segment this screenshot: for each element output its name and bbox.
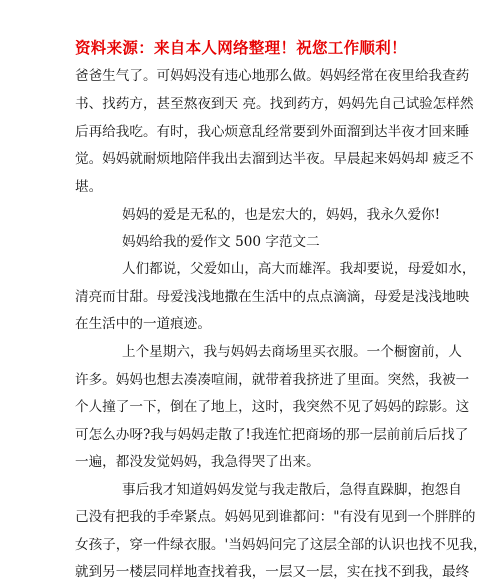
paragraph-line: 清亮而甘甜。母爱浅浅地撒在生活中的点点滴滴，母爱是浅浅地映 [75,289,470,305]
source-header: 资料来源：来自本人网络整理！祝您工作顺利！ [75,38,407,57]
paragraph-line: 爸爸生气了。可妈妈没有违心地那么做。妈妈经常在夜里给我查药 [75,68,470,84]
paragraph-line: 个人撞了一下，倒在了地上，这时，我突然不见了妈妈的踪影。这 [75,399,470,415]
paragraph-line: 堪。 [75,179,103,195]
paragraph-line: 女孩子，穿一件绿衣服。'当妈妈问完了这层全部的认识也找不见我， [75,537,487,553]
essay-title: 妈妈给我的爱作文 500 字范文二 [122,234,320,250]
paragraph-line: 觉。妈妈就耐烦地陪伴我出去溜到达半夜。早晨起来妈妈却 疲乏不 [75,151,474,167]
paragraph-line: 许多。妈妈也想去凑凑喧闹，就带着我挤进了里面。突然，我被一 [75,372,470,388]
paragraph-line: 上个星期六，我与妈妈去商场里买衣服。一个橱窗前，人 [122,344,462,360]
paragraph-line: 事后我才知道妈妈发觉与我走散后，急得直跺脚，抱怨自 [122,482,462,498]
paragraph-line: 在生活中的一道痕迹。 [75,316,211,332]
paragraph-line: 一遍，都没发觉妈妈，我急得哭了出来。 [75,454,320,470]
closing-sentence: 妈妈的爱是无私的，也是宏大的，妈妈，我永久爱你! [122,207,441,223]
paragraph-line: 人们都说，父爱如山，高大而雄浑。我却要说，母爱如水， [122,261,476,277]
paragraph-line: 书、找药方，甚至熬夜到天 亮。找到药方，妈妈先自己试验怎样然 [75,96,474,112]
paragraph-line: 就到另一楼层同样地查找着我，一层又一层，实在找不到我，最终 [75,564,470,580]
paragraph-line: 后再给我吃。有时，我心烦意乱经常要到外面溜到达半夜才回来睡 [75,124,470,140]
paragraph-line: 可怎么办呀?我与妈妈走散了!我连忙把商场的那一层前前后后找了 [75,427,469,443]
paragraph-line: 己没有把我的手牵紧点。妈妈见到谁都问："有没有见到一个胖胖的 [75,509,476,525]
